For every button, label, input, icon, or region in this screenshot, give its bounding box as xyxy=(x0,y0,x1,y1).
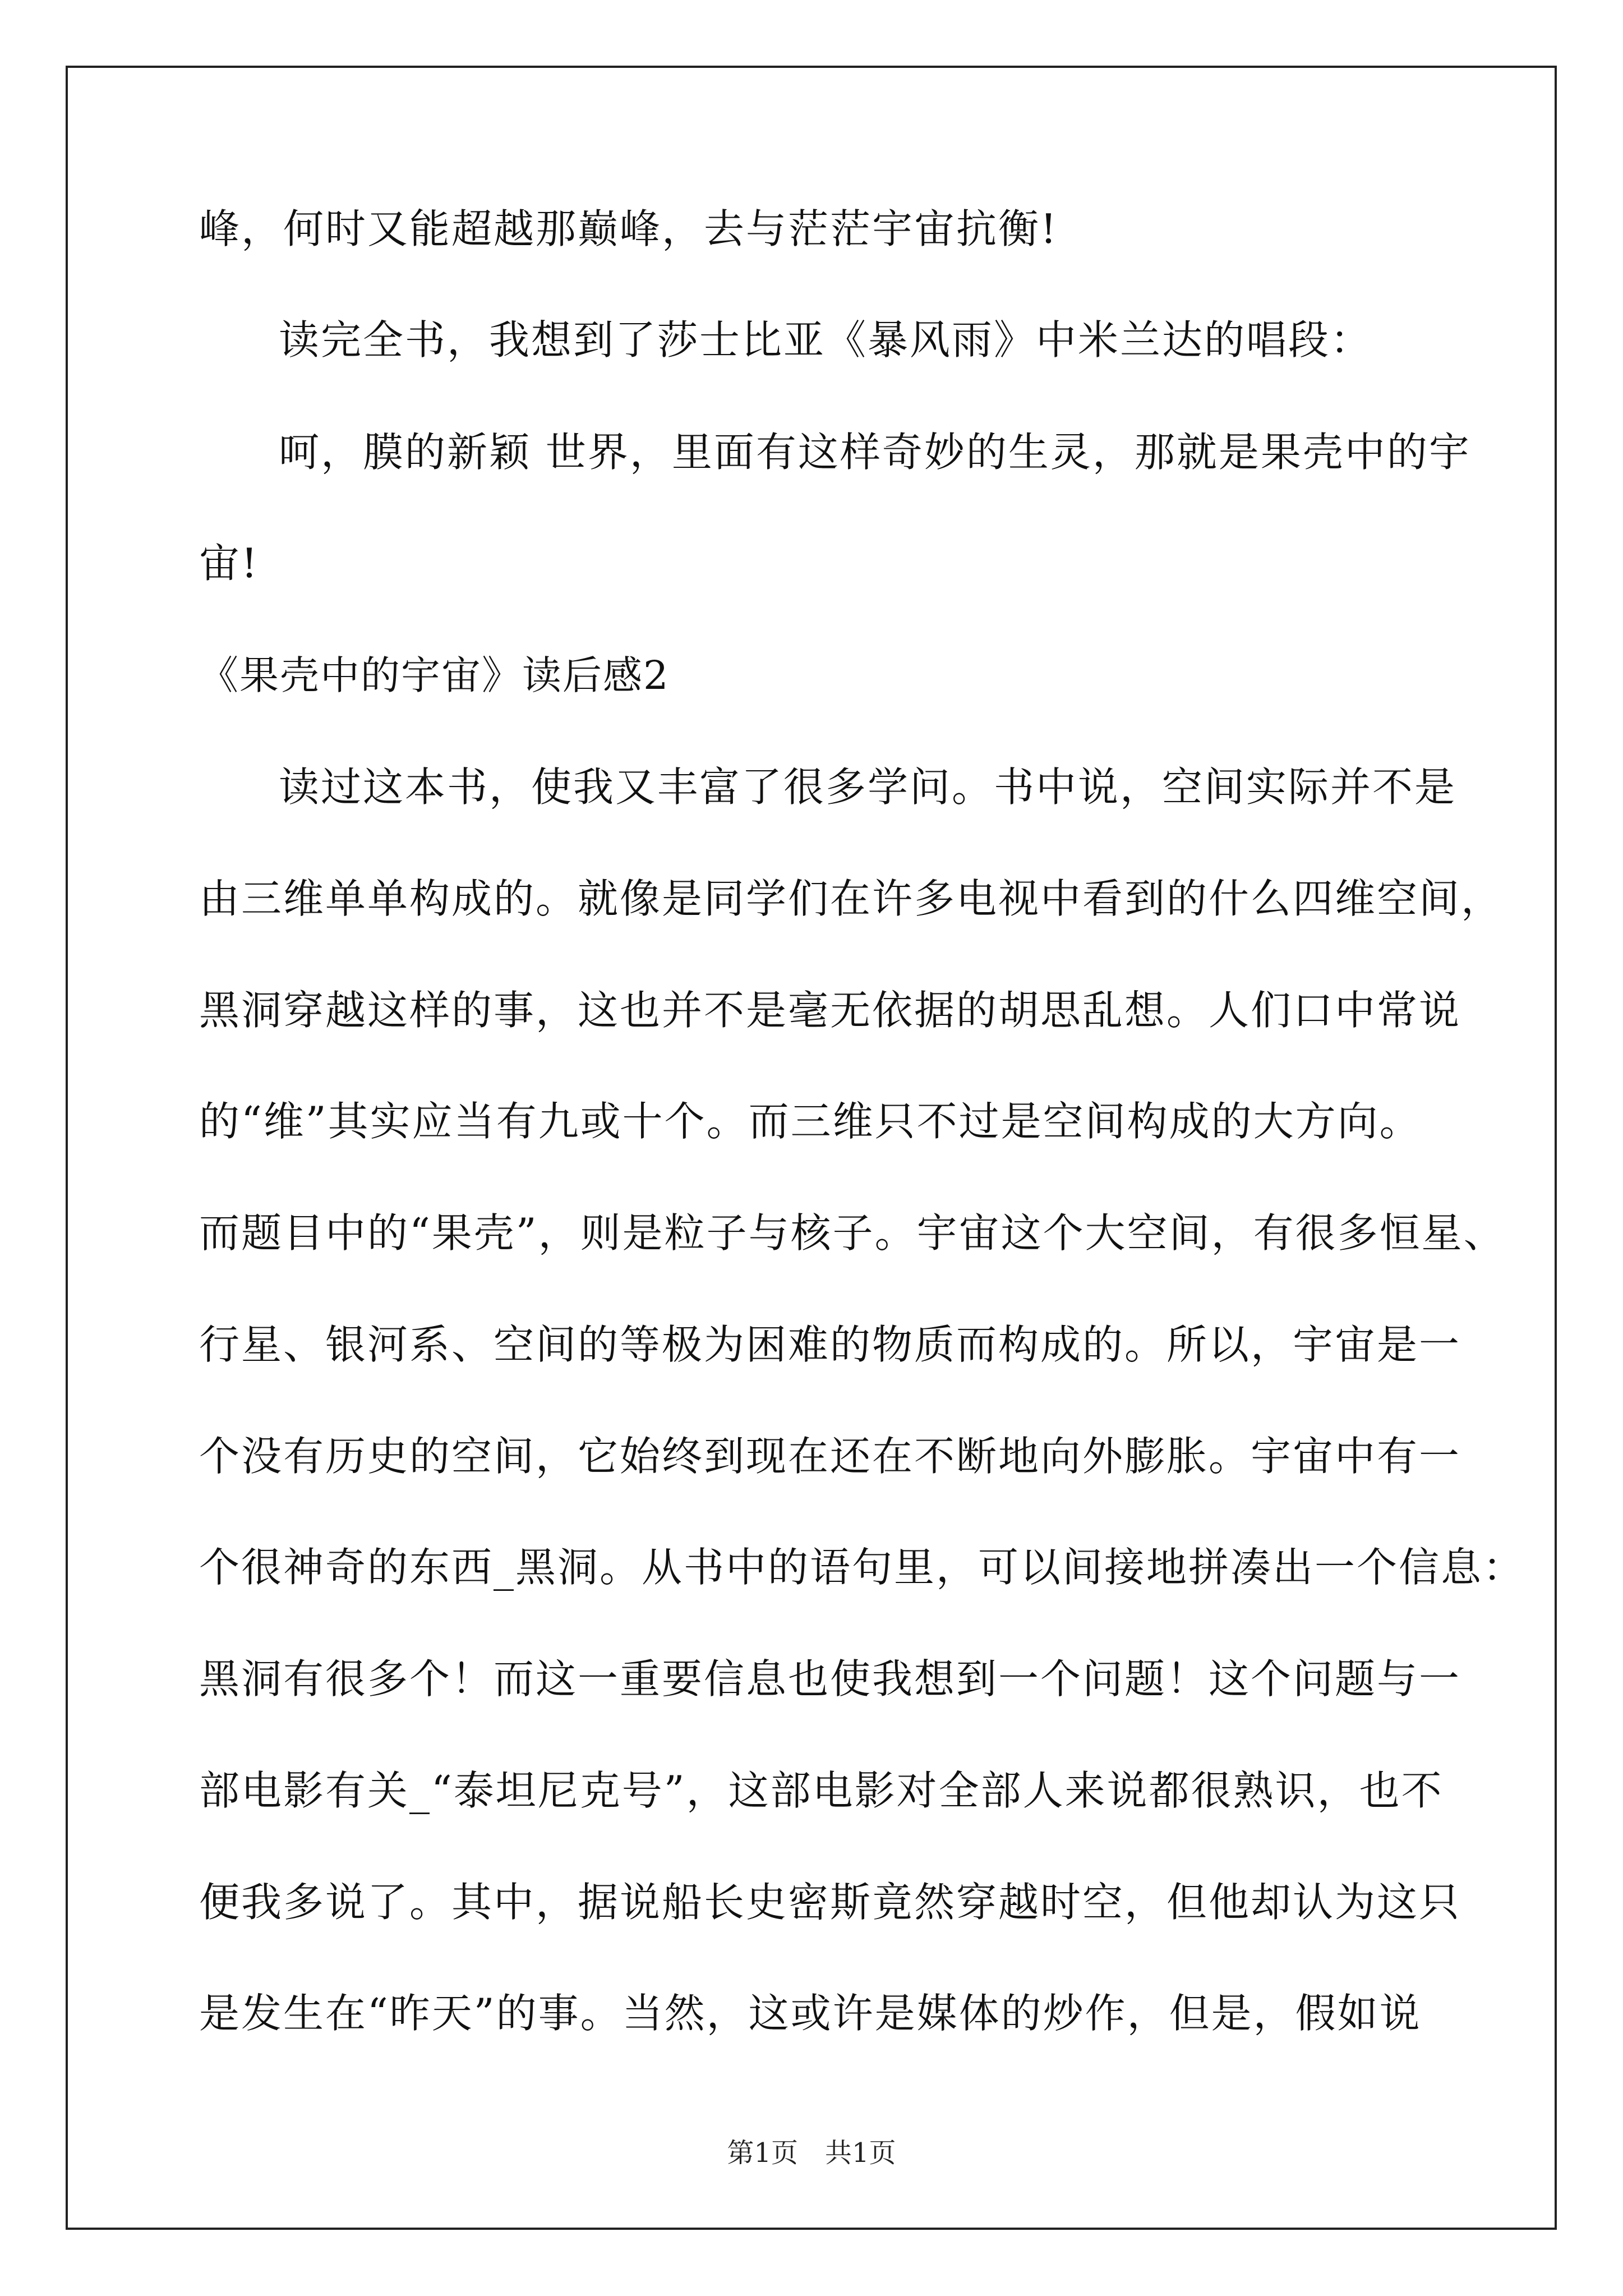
text-line-7: 由三维单单构成的。就像是同学们在许多电视中看到的什么四维空间， xyxy=(199,875,1504,922)
text-line-15: 部电影有关_“泰坦尼克号”，这部电影对全部人来说都很熟识，也不 xyxy=(199,1767,1444,1814)
text-line-10: 而题目中的“果壳”，则是粒子与核子。宇宙这个大空间，有很多恒星、 xyxy=(199,1209,1506,1257)
text-line-6: 读过这本书，使我又丰富了很多学问。书中说，空间实际并不是 xyxy=(279,763,1457,811)
text-line-4: 宙! xyxy=(199,540,259,587)
text-line-9: 的“维”其实应当有九或十个。而三维只不过是空间构成的大方向。 xyxy=(199,1098,1422,1145)
text-line-14: 黑洞有很多个！而这一重要信息也使我想到一个问题！这个问题与一 xyxy=(199,1655,1461,1703)
section-heading: 《果壳中的宇宙》读后感2 xyxy=(199,652,670,698)
text-line-3: 呵，膜的新颖 世界，里面有这样奇妙的生灵，那就是果壳中的宇 xyxy=(279,429,1471,476)
text-line-8: 黑洞穿越这样的事，这也并不是毫无依据的胡思乱想。人们口中常说 xyxy=(199,987,1461,1034)
text-line-11: 行星、银河系、空间的等极为困难的物质而构成的。所以，宇宙是一 xyxy=(199,1321,1461,1368)
text-line-16: 便我多说了。其中，据说船长史密斯竟然穿越时空，但他却认为这只 xyxy=(199,1879,1461,1926)
page-number-footer: 第1页 共1页 xyxy=(727,2137,896,2169)
text-line-2: 读完全书，我想到了莎士比亚《暴风雨》中米兰达的唱段： xyxy=(279,316,1373,364)
text-line-1: 峰，何时又能超越那巅峰，去与茫茫宇宙抗衡! xyxy=(199,205,1058,252)
text-line-12: 个没有历史的空间，它始终到现在还在不断地向外膨胀。宇宙中有一 xyxy=(199,1433,1461,1480)
text-line-17: 是发生在“昨天”的事。当然，这或许是媒体的炒作，但是，假如说 xyxy=(199,1990,1422,2037)
text-line-13: 个很神奇的东西_黑洞。从书中的语句里，可以间接地拼凑出一个信息： xyxy=(199,1544,1525,1591)
